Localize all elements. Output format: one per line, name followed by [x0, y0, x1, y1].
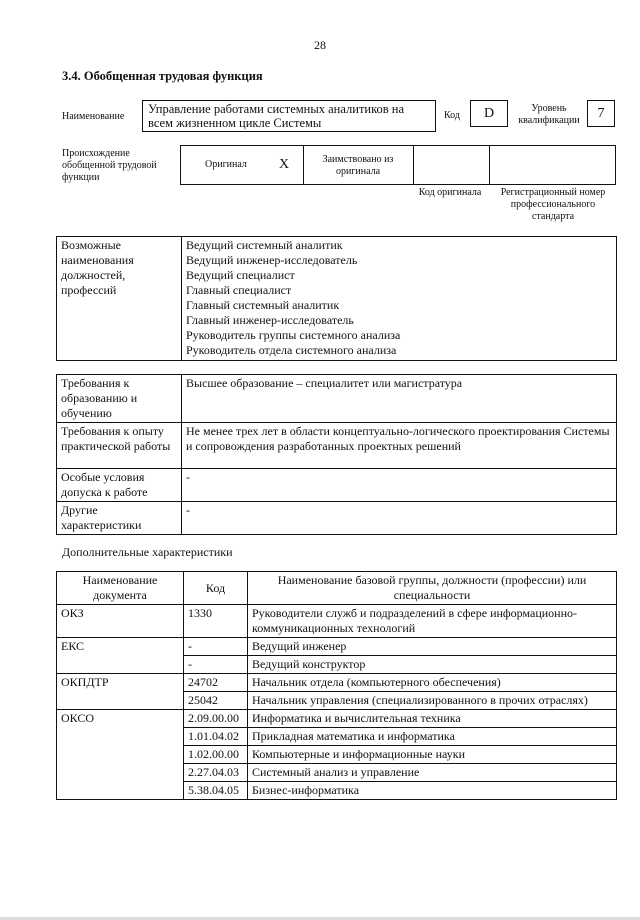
position-item: Ведущий инженер-исследователь	[186, 253, 358, 267]
row-code: -	[184, 656, 248, 674]
row-doc: ОКПДТР	[57, 674, 184, 710]
table-row	[57, 469, 617, 502]
row-name: Информатика и вычислительная техника	[248, 710, 617, 728]
code-original-caption: Код оригинала	[418, 187, 482, 198]
requirement-value: Высшее образование – специалитет или магистратура	[182, 375, 617, 423]
function-name-value: Управление работами системных аналитиков на всем жизненном цикле Системы	[148, 102, 405, 130]
header-doc: Наименование документа	[57, 572, 184, 605]
positions-table	[56, 236, 617, 361]
row-code: 1330	[184, 605, 248, 638]
table-header-row	[57, 572, 617, 605]
requirement-value: -	[182, 502, 617, 535]
position-item: Главный системный аналитик	[186, 298, 340, 312]
position-item: Ведущий специалист	[186, 268, 295, 282]
requirement-label: Особые условия допуска к работе	[57, 469, 182, 502]
requirement-label: Требования к образованию и обучению	[57, 375, 182, 423]
name-label: Наименование	[62, 111, 125, 122]
level-value: 7	[597, 106, 605, 121]
position-item: Руководитель группы системного анализа	[186, 328, 401, 342]
table-row	[57, 674, 617, 692]
row-name: Ведущий инженер	[248, 638, 617, 656]
row-doc: ОКСО	[57, 710, 184, 800]
origin-label: Происхождение обобщенной трудовой функции	[62, 148, 157, 183]
row-name: Начальник управления (специализированного в прочих отраслях)	[248, 692, 617, 710]
level-box	[587, 100, 615, 127]
position-item: Ведущий системный аналитик	[186, 238, 343, 252]
table-row	[57, 710, 617, 728]
row-name: Прикладная математика и информатика	[248, 728, 617, 746]
extra-title: Дополнительные характеристики	[62, 545, 233, 559]
code-label: Код	[444, 110, 460, 121]
requirement-value: Не менее трех лет в области концептуально-логического проектирования Системы и сопровождения разработанных проектных решений	[182, 423, 617, 469]
origin-table	[180, 145, 616, 185]
row-code: 5.38.04.05	[184, 782, 248, 800]
row-code: 24702	[184, 674, 248, 692]
row-code: 25042	[184, 692, 248, 710]
extra-table	[56, 571, 617, 800]
row-code: -	[184, 638, 248, 656]
position-item: Руководитель отдела системного анализа	[186, 343, 397, 357]
row-code: 2.27.04.03	[184, 764, 248, 782]
section-title: 3.4. Обобщенная трудовая функция	[62, 69, 263, 83]
row-name: Компьютерные и информационные науки	[248, 746, 617, 764]
row-doc: ЕКС	[57, 638, 184, 674]
position-item: Главный специалист	[186, 283, 292, 297]
row-name: Руководители служб и подразделений в сфере информационно-коммуникационных технологий	[248, 605, 617, 638]
row-name: Бизнес-информатика	[248, 782, 617, 800]
row-name: Системный анализ и управление	[248, 764, 617, 782]
table-row	[57, 375, 617, 423]
header-name: Наименование базовой группы, должности (профессии) или специальности	[248, 572, 617, 605]
function-name-box	[142, 100, 436, 132]
level-label: Уровень квалификации	[518, 103, 580, 126]
original-mark: X	[279, 157, 290, 172]
table-row	[57, 638, 617, 656]
table-row	[57, 605, 617, 638]
row-name: Начальник отдела (компьютерного обеспечения)	[248, 674, 617, 692]
borrowed-label: Заимствовано из оригинала	[322, 154, 394, 177]
row-code: 2.09.00.00	[184, 710, 248, 728]
code-value: D	[483, 106, 495, 121]
page-number: 28	[314, 38, 326, 52]
positions-label: Возможные наименования должностей, профессий	[57, 237, 182, 361]
positions-list	[182, 237, 617, 361]
position-item: Главный инженер-исследователь	[186, 313, 354, 327]
requirement-value: -	[182, 469, 617, 502]
row-code: 1.02.00.00	[184, 746, 248, 764]
requirement-label: Требования к опыту практической работы	[57, 423, 182, 469]
original-label: Оригинал	[205, 159, 247, 170]
row-code: 1.01.04.02	[184, 728, 248, 746]
table-row	[57, 502, 617, 535]
reg-number-caption: Регистрационный номер профессионального стандарта	[500, 187, 606, 222]
header-code: Код	[184, 572, 248, 605]
requirement-label: Другие характеристики	[57, 502, 182, 535]
row-doc: ОКЗ	[57, 605, 184, 638]
requirements-table	[56, 374, 617, 535]
row-name: Ведущий конструктор	[248, 656, 617, 674]
code-box	[470, 100, 508, 127]
table-row	[57, 423, 617, 469]
